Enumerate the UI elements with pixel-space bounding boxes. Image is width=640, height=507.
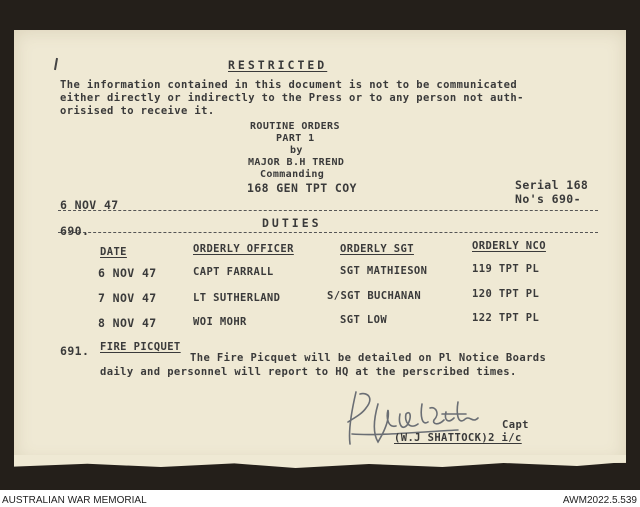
col-header-nco: ORDERLY NCO: [472, 240, 546, 252]
heading-commanding: Commanding: [260, 169, 325, 180]
restricted-heading: RESTRICTED: [228, 58, 328, 72]
row-date: 8 NOV 47: [98, 316, 157, 330]
row-officer: WOI MOHR: [193, 316, 247, 328]
col-header-date: DATE: [100, 246, 127, 258]
heading-routine-orders: ROUTINE ORDERS: [250, 121, 340, 132]
item-691-line-2: daily and personnel will report to HQ at the perscribed times.: [100, 366, 517, 378]
heading-part: PART 1: [276, 133, 315, 144]
heading-unit: 168 GEN TPT COY: [247, 181, 357, 195]
col-header-sgt: ORDERLY SGT: [340, 243, 414, 255]
signature-rank: Capt: [502, 419, 529, 431]
row-date: 7 NOV 47: [98, 291, 157, 305]
notice-line-2: either directly or indirectly to the Press or to any person not auth-: [60, 92, 524, 104]
row-sgt: SGT MATHIESON: [340, 265, 428, 277]
order-numbers: No's 690-: [515, 192, 581, 206]
divider-top: [58, 210, 598, 211]
row-officer: LT SUTHERLAND: [193, 292, 281, 304]
item-691-title: FIRE PICQUET: [100, 341, 181, 353]
notice-line-3: orisised to receive it.: [60, 105, 215, 117]
col-header-officer: ORDERLY OFFICER: [193, 243, 294, 255]
document-date: 6 NOV 47: [60, 198, 119, 212]
row-nco: 122 TPT PL: [472, 312, 540, 324]
item-690-number: 690.: [60, 224, 90, 238]
row-nco: 120 TPT PL: [472, 288, 540, 300]
row-officer: CAPT FARRALL: [193, 266, 274, 278]
row-sgt: SGT LOW: [340, 314, 388, 326]
divider-bottom: [58, 232, 598, 233]
footer-accession-number: AWM2022.5.539: [562, 495, 637, 506]
heading-by: by: [290, 145, 303, 156]
serial-number: Serial 168: [515, 178, 589, 192]
footer-archive-name: AUSTRALIAN WAR MEMORIAL: [2, 495, 147, 506]
duties-heading: DUTIES: [262, 216, 322, 230]
item-691-line-1: The Fire Picquet will be detailed on Pl Notice Boards: [190, 352, 547, 364]
heading-major: MAJOR B.H TREND: [248, 157, 345, 168]
row-sgt: S/SGT BUCHANAN: [327, 290, 422, 302]
signature-name: (W.J SHATTOCK)2 i/c: [394, 432, 522, 444]
row-nco: 119 TPT PL: [472, 263, 540, 275]
notice-line-1: The information contained in this document is not to be communicated: [60, 79, 518, 91]
row-date: 6 NOV 47: [98, 266, 157, 280]
item-691-number: 691.: [60, 344, 90, 358]
